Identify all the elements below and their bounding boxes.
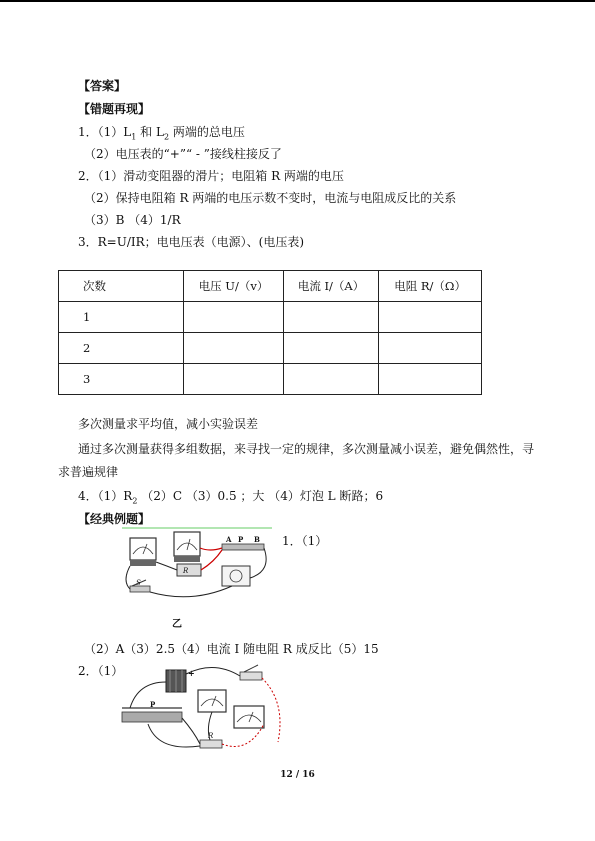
table-cell [283,302,378,333]
table-cell [379,333,482,364]
fig1-label-s: S [136,579,141,587]
section-examples: 【经典例题】 [78,512,151,526]
switch-icon [130,579,150,592]
table-cell: 2 [59,333,184,364]
fig1-label-p: P [238,535,244,544]
section-answer: 【答案】 [78,79,127,93]
q1-sub1: 1 [131,132,137,142]
q2-part3: （3）B （4）1/R [84,213,181,227]
fig2-label-r: R [208,732,214,740]
fig2-label-plus: + [188,668,195,678]
q1-part1 [78,124,245,145]
data-table [58,270,482,395]
circuit-figure-2 [118,662,288,762]
fig1-label-b: B [254,535,260,544]
example1-label: 1．（1） [282,534,328,548]
ammeter-icon [234,706,264,728]
q4-line [78,488,383,509]
table-header-cell: 次数 [59,271,184,302]
table-cell [184,302,284,333]
example1-answer: （2）A（3）2.5（4）电流 I 随电阻 R 成反比（5）15 [84,642,379,656]
table-cell: 3 [59,364,184,395]
rheostat-icon [222,535,264,550]
note-line1: 多次测量求平均值，减小实验误差 [78,417,259,431]
battery-icon [222,566,250,586]
page-number: 12 / 16 [280,770,315,780]
fig2-label-p: P [150,700,156,709]
example1-caption: 乙 [172,619,182,630]
resistor-icon [200,732,222,748]
table-cell [283,333,378,364]
q2-part2: （2）保持电阻箱 R 两端的电压示数不变时，电流与电阻成反比的关系 [84,191,457,205]
q1-part2: （2）电压表的“+”“ - ”接线柱接反了 [84,147,282,161]
table-cell [184,333,284,364]
q1-part1-a: 1．（1）L [78,125,132,139]
table-cell [379,302,482,333]
q2-part1: 2．（1）滑动变阻器的滑片；电阻箱 R 两端的电压 [78,169,344,183]
q1-sub2: 2 [163,132,170,142]
table-header-row [59,271,482,302]
note-line2a: 通过多次测量获得多组数据，来寻找一定的规律，多次测量减小误差，避免偶然性，寻 [78,442,535,456]
example2-label: 2．（1） [78,664,124,678]
circuit-figure-1 [122,526,272,606]
section-review: 【错题再现】 [78,102,151,116]
q4-b: （2）C （3）0.5 ；大 （4）灯泡 L 断路；6 [141,489,384,503]
table-row [59,302,482,333]
q1-part1-b: 和 L [140,125,164,139]
table-cell: 1 [59,302,184,333]
ammeter-icon [130,538,156,566]
resistor-icon [177,564,201,576]
note-line2b: 求普遍规律 [58,465,119,479]
table-row [59,364,482,395]
table-header-cell: 电阻 R/（Ω） [379,271,482,302]
table-row [59,333,482,364]
table-header-cell: 电压 U/（v） [184,271,284,302]
switch-icon [240,665,262,680]
fig1-label-a: A [226,535,232,544]
header-rule [0,0,595,2]
fig1-label-r: R [183,567,189,575]
q1-part1-c: 两端的总电压 [172,125,245,139]
voltmeter-icon [198,690,226,712]
rheostat-icon [122,700,182,722]
table-header-cell: 电流 I/（A） [283,271,378,302]
table-cell [379,364,482,395]
q4-a: 4．（1）R [78,489,133,503]
q3-part1: 3．R=U/IR；电电压表（电源）、(电压表) [78,235,305,249]
voltmeter-icon [174,532,200,562]
table-cell [184,364,284,395]
q4-sub: 2 [132,496,138,506]
table-cell [283,364,378,395]
